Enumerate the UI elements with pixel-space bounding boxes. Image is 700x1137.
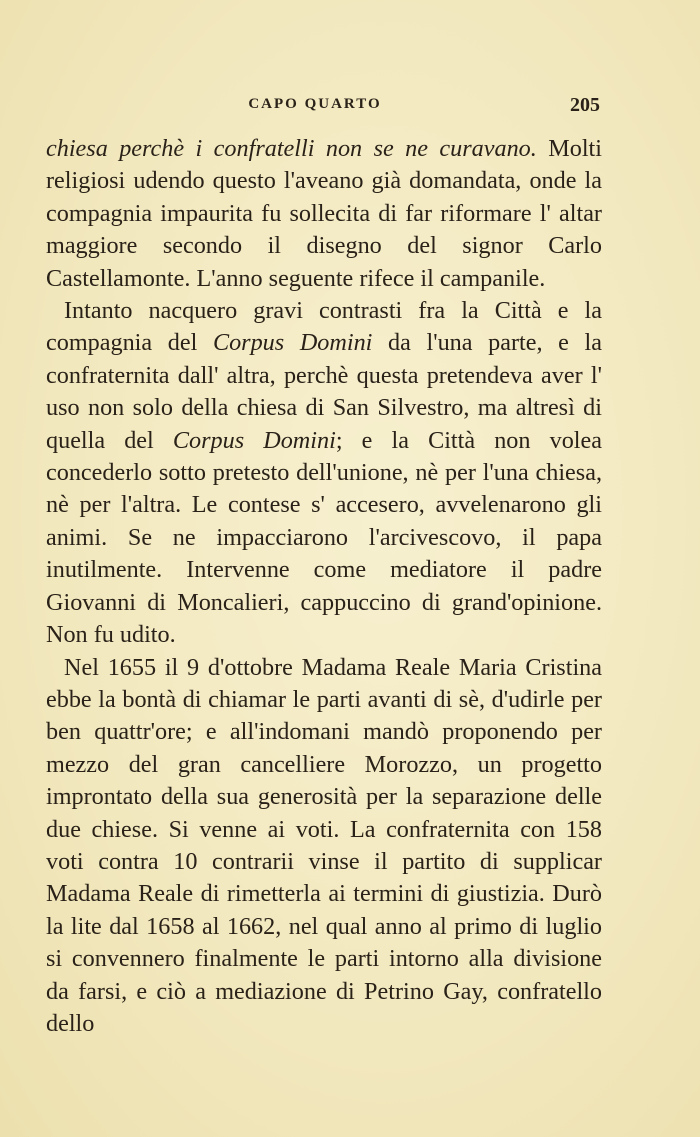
text-segment: ; e la Città non volea concederlo sotto pretesto dell'unione, nè per l'una chiesa, nè per l'altra. Le contese s' accesero, avvelenarono gli animi. Se ne impacciarono l'arcivescovo, il papa inutilmente. Intervenne come mediatore il padre Giovanni di Moncalieri, cappuccino di grand'opinione. Non fu udito. xyxy=(46,426,602,649)
paragraph xyxy=(46,295,602,651)
text-segment-italic: Corpus Domini xyxy=(212,329,373,357)
page-header xyxy=(0,94,700,118)
text-segment-italic: chiesa perchè i confratelli non se ne curavano. xyxy=(46,135,537,162)
text-segment: Intanto nacquero gravi contrasti fra la Città e la compagnia del xyxy=(46,297,602,357)
paragraph xyxy=(46,133,602,295)
text-segment-italic: Corpus Domini xyxy=(172,426,336,454)
text-segment: Nel 1655 il 9 d'ottobre Madama Reale Maria Cristina ebbe la bontà di chiamar le parti avanti di sè, d'udirle per ben quattr'ore; e all'indomani mandò proponendo per mezzo del gran cancelliere Morozzo, un progetto improntato della sua generosità per la separazione delle due chiese. Si venne ai voti. La confraternita con 158 voti contra 10 contrarii vinse il partito di supplicar Madama Reale di rimetterla ai termini di giustizia. Durò la lite dal 1658 al 1662, nel qual anno al primo di luglio si convennero finalmente le parti intorno alla divisione da farsi, e ciò a mediazione di Petrino Gay, confratello dello xyxy=(46,653,602,1037)
text-segment: da l'una parte, e la confraternita dall' altra, perchè questa pretendeva aver l' uso non solo della chiesa di San Silvestro, ma altresì di quella del xyxy=(46,329,602,454)
text-segment: Molti religiosi udendo questo l'aveano già domandata, onde la compagnia impaurita fu sollecita di far riformare l' altar maggiore secondo il disegno del signor Carlo Castellamonte. L'anno seguente rifece il campanile. xyxy=(46,135,602,292)
page-number: 205 xyxy=(570,94,600,116)
body-text xyxy=(46,133,602,1040)
running-head: CAPO QUARTO xyxy=(248,96,382,112)
paragraph xyxy=(46,652,602,1041)
